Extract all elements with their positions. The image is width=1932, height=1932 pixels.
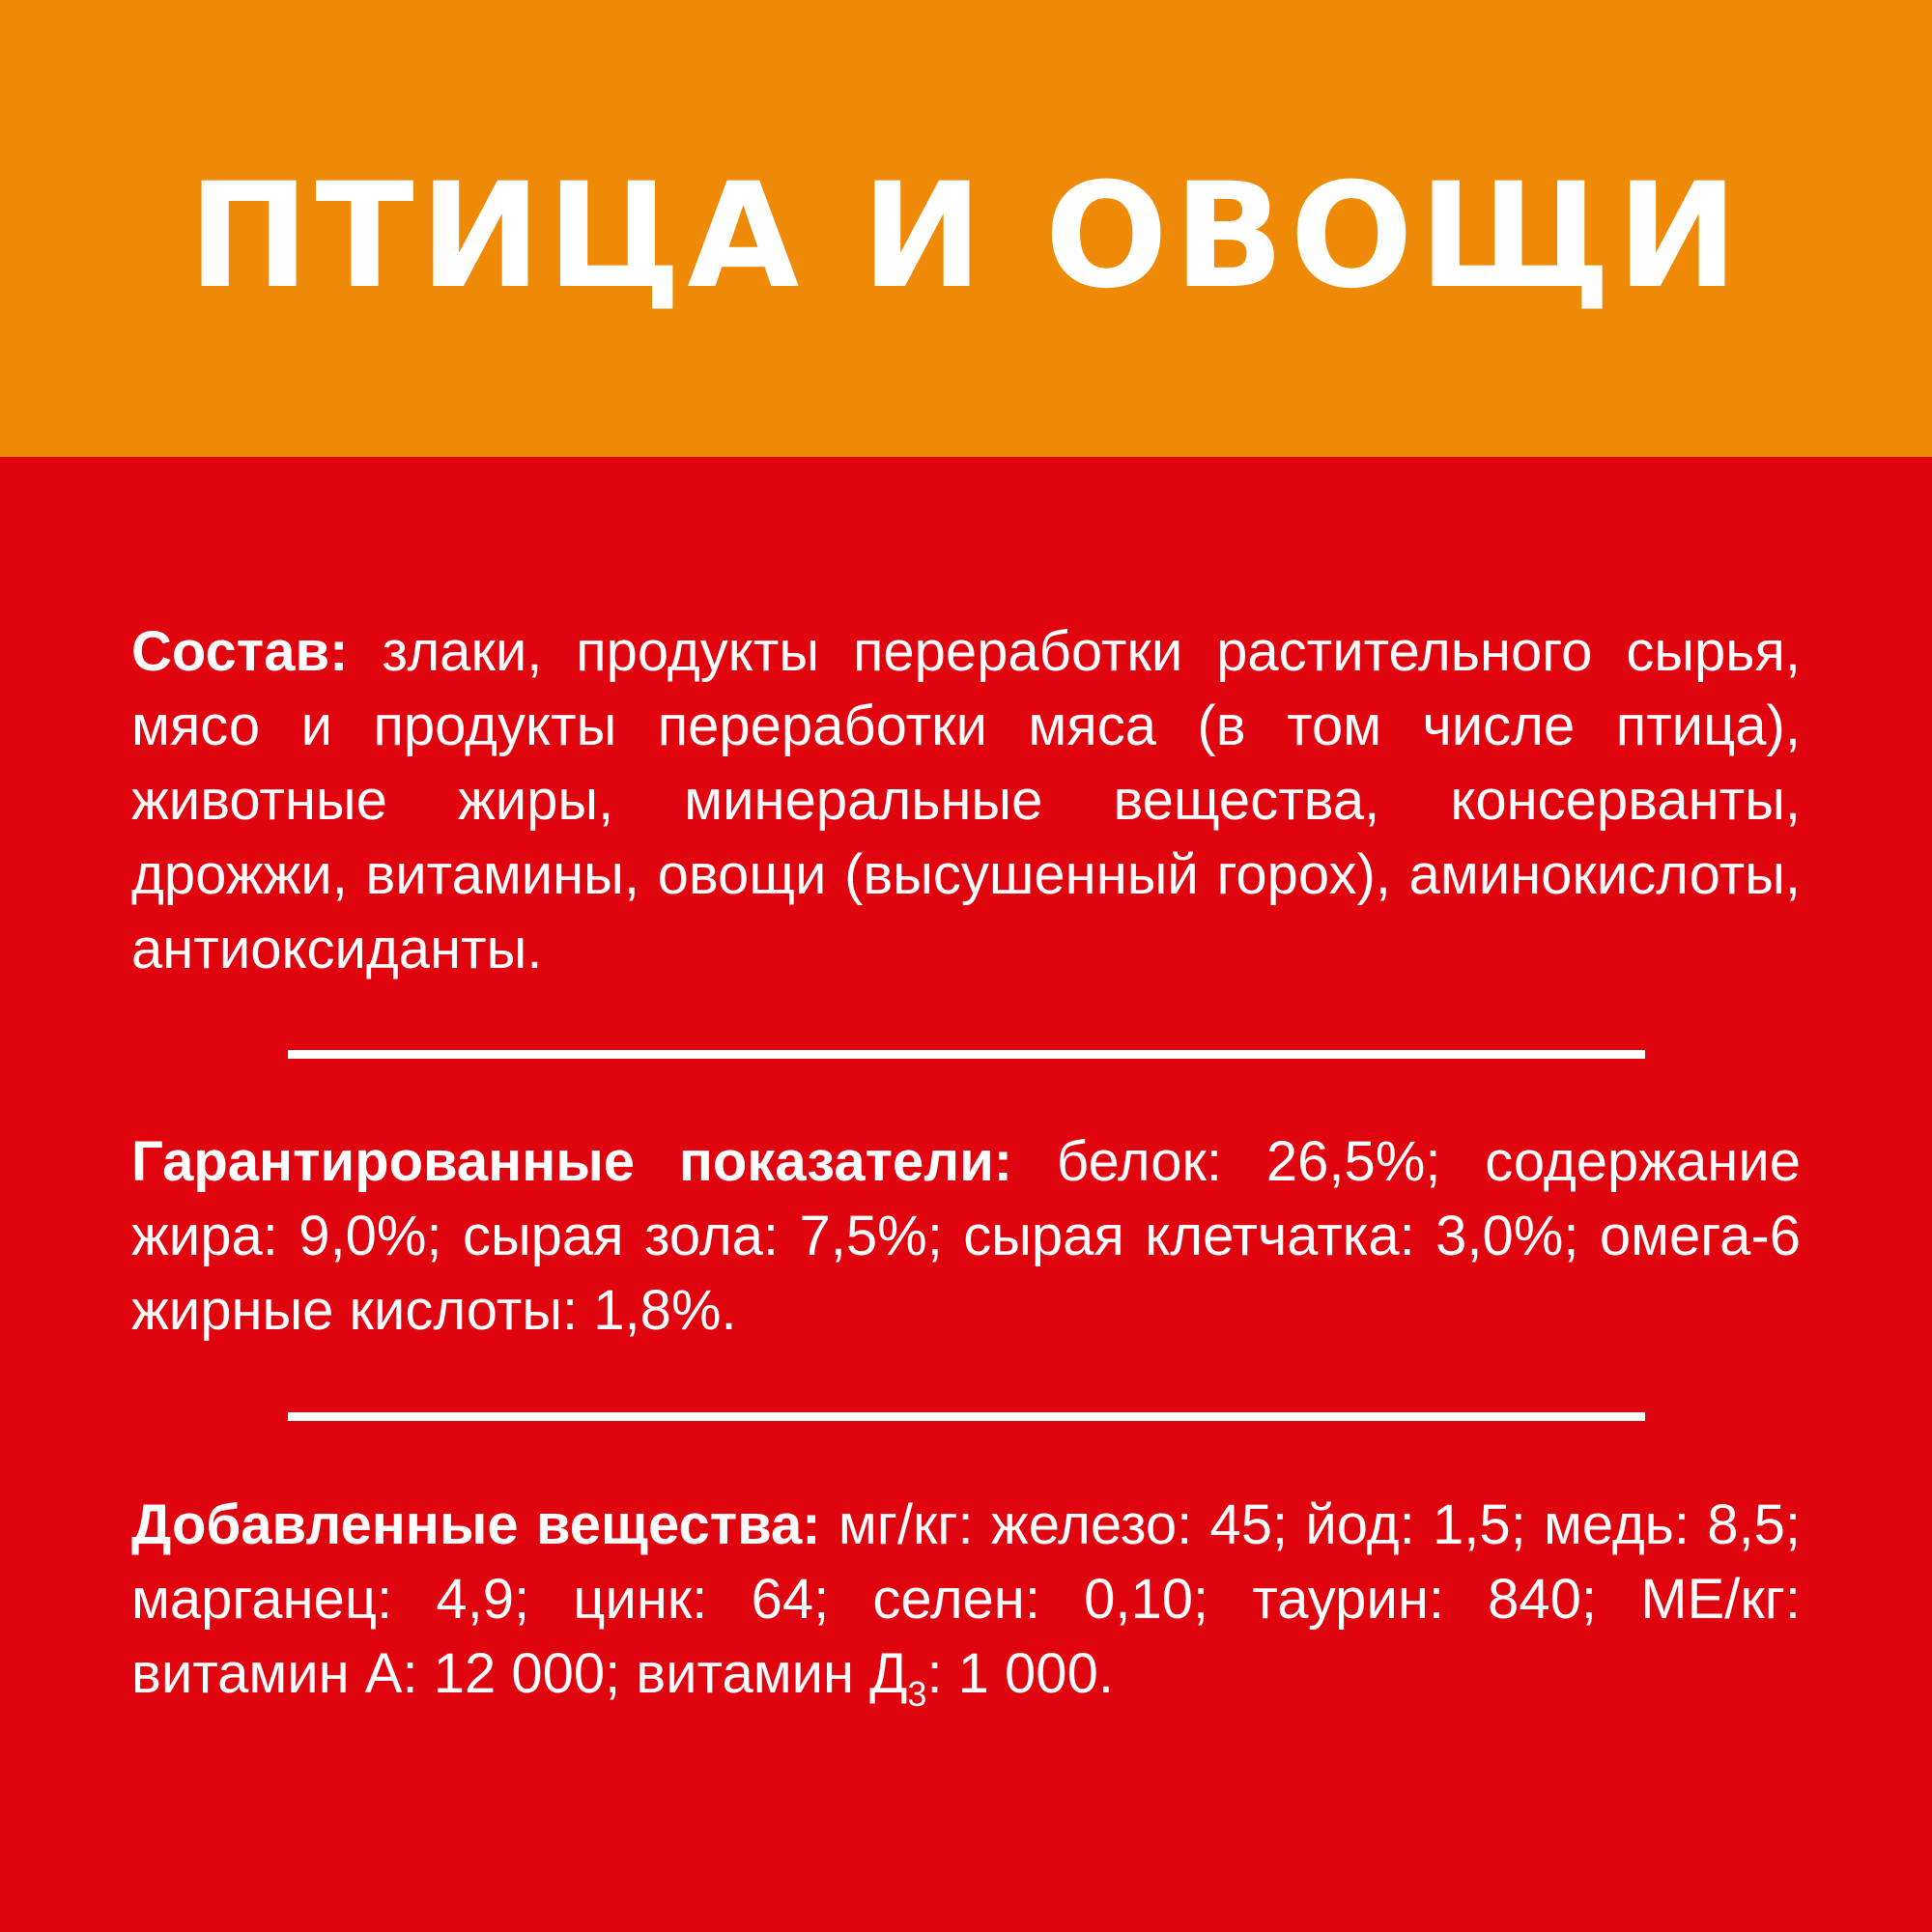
guaranteed-text: белок: 26,5%; содержание жира: 9,0%; сырая зола: 7,5%; сырая клетчатка: 3,0%; омега-6 жирные кислоты: 1,8%. (131, 1130, 1801, 1342)
additives-text-end: : 1 000. (926, 1642, 1114, 1705)
additives-paragraph (131, 1488, 1801, 1714)
composition-label: Состав: (131, 620, 349, 683)
section-divider (288, 1050, 1645, 1059)
composition-paragraph (131, 614, 1801, 986)
guaranteed-label: Гарантированные показатели: (131, 1130, 1013, 1193)
additives-label: Добавленные вещества: (131, 1493, 821, 1556)
composition-text: злаки, продукты переработки растительного сырья, мясо и продукты переработки мяса (в том числе птица), животные жиры, минеральные вещества, консерванты, дрожжи, витамины, овощи (высушенный горох), аминокислоты, антиоксиданты. (131, 620, 1801, 980)
additives-text: мг/кг: железо: 45; йод: 1,5; медь: 8,5; марганец: 4,9; цинк: 64; селен: 0,10; таурин: 840; МЕ/кг: витамин А: 12 000; витамин Д (131, 1493, 1801, 1705)
vitamin-d-subscript: 3 (907, 1674, 927, 1714)
section-divider (288, 1412, 1645, 1421)
page-title: ПТИЦА И ОВОЩИ (187, 153, 1745, 321)
guaranteed-analysis-paragraph (131, 1124, 1801, 1348)
